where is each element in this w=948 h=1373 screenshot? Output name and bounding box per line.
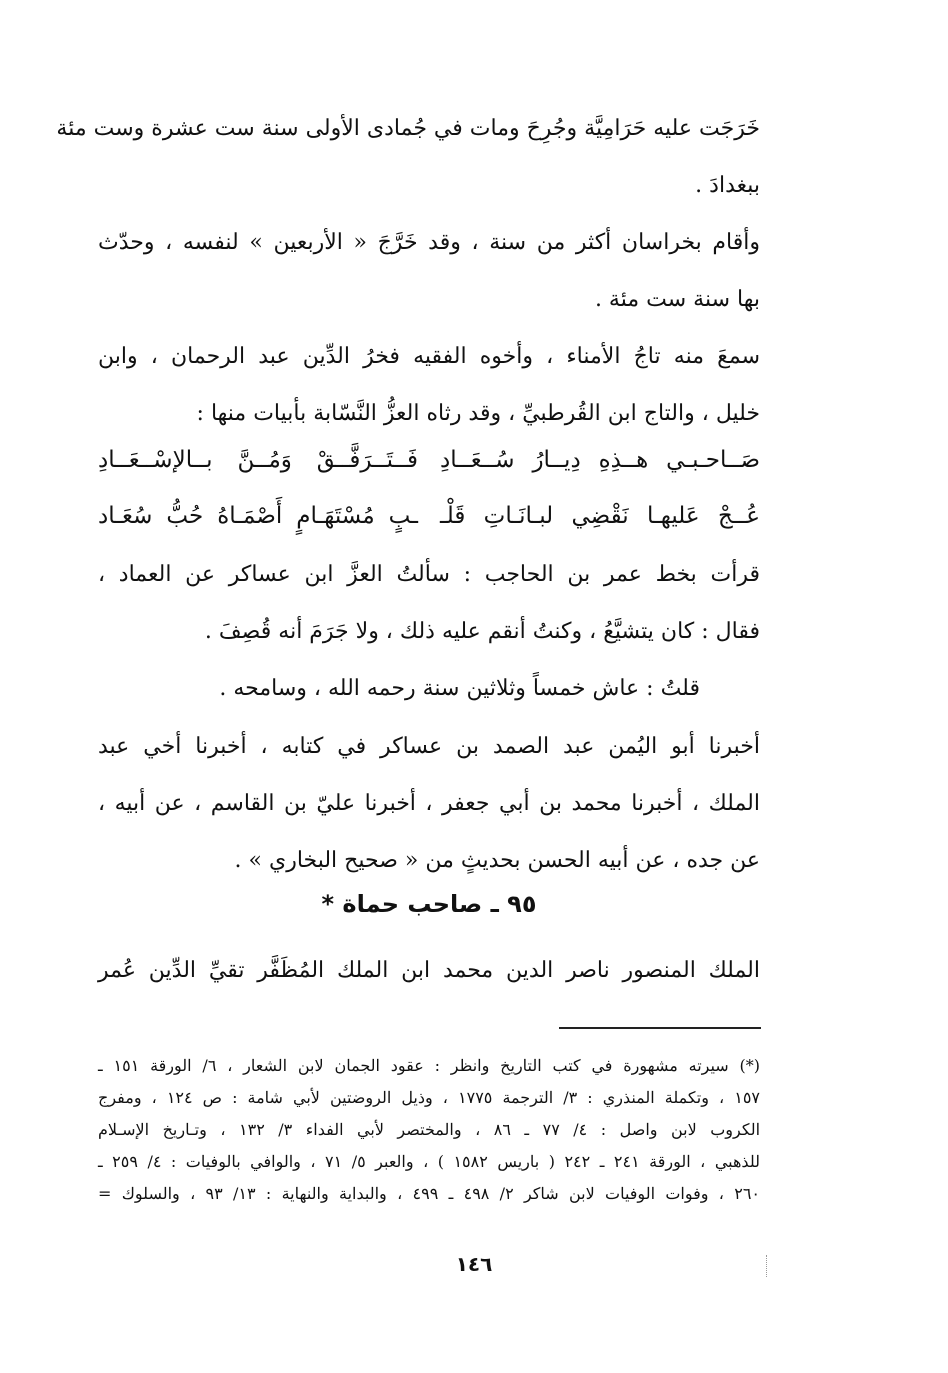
text-line: أخبرنا أبو اليُمن عبد الصمد بن عساكر في كتابه ، أخبرنا أخي عبد (98, 734, 760, 759)
text-line: قلتُ : عاش خمساً وثلاثين سنة رحمه الله ، وسامحه . (219, 676, 700, 701)
entry-heading: ٩٥ ـ صاحب حماة * (321, 890, 537, 918)
paragraph-7 (98, 942, 760, 999)
footnote (98, 1050, 760, 1210)
footnote-line: الكروب لابن واصل : ٤/ ٧٧ ـ ٨٦ ، والمختصر لأبي الفداء ٣/ ١٣٢ ، وتـاريخ الإسـلام (98, 1120, 761, 1139)
paragraph-2 (98, 214, 760, 328)
verse-second-hemistich: ـبٍ مُسْتَهَـامٍ أَصْمَـاهُ حُبُّ سُعَـاد (98, 503, 418, 529)
verse-line (98, 488, 760, 544)
verse-first-hemistich: صَــاحـبـي هــذِهِ دِيــارُ سُــعَــادِ (440, 447, 760, 473)
footnote-line: للذهبي ، الورقة ٢٤١ ـ ٢٤٢ ( باريس ١٥٨٢ ) ، والعبر ٥/ ٧١ ، والوافي بالوفيات : ٤/ ٢٥٩ ـ (98, 1152, 760, 1171)
paragraph-5 (98, 660, 760, 717)
paragraph-6 (98, 718, 760, 889)
verse-second-hemistich: فَــتَــرَفَّــقْ وَمُــنَّ بــالإسْــعَــادِ (98, 447, 418, 473)
page-edge-mark (766, 1255, 769, 1277)
paragraph-1 (56, 100, 760, 214)
text-line: الملك ، أخبرنا محمد بن أبي جعفر ، أخبرنا عليّ بن القاسم ، عن أبيه ، (98, 791, 760, 816)
text-line: عن جده ، عن أبيه الحسن بحديثٍ من « صحيح البخاري » . (234, 848, 760, 873)
text-line: بها سنة ست مئة . (594, 287, 760, 312)
text-line: وأقام بخراسان أكثر من سنة ، وقد خَرَّجَ « الأربعين » لنفسه ، وحدّث (98, 230, 760, 255)
text-line: قرأت بخط عمر بن الحاجب : سألتُ العزَّ ابن عساكر عن العماد ، (98, 562, 760, 587)
paragraph-4 (98, 546, 760, 660)
paragraph-3 (98, 328, 760, 442)
verse-first-hemistich: عُــجْ عَليهـا نَقْضِي لبـانَـاتِ قَلْـ (440, 503, 760, 529)
footnote-line: (*) سيرته مشهورة في كتب التاريخ وانظر : عقود الجمان لابن الشعار ، ٦/ الورقة ١٥١ ـ (98, 1056, 760, 1075)
text-line: فقال : كان يتشيَّعُ ، وكنتُ أنقم عليه ذلك ، ولا جَرَمَ أنه قُصِفَ . (204, 619, 760, 644)
text-line: خَرَجَت عليه حَرَامِيَّة وجُرِحَ ومات في جُمادى الأولى سنة ست عشرة وست مئة (56, 116, 760, 141)
footnote-line: ٢٦٠ ، وفوات الوفيات لابن شاكر ٢/ ٤٩٨ ـ ٤٩٩ ، والبداية والنهاية : ١٣/ ٩٣ ، والسلوك = (98, 1184, 760, 1203)
page-number: ١٤٦ (455, 1252, 493, 1276)
footnote-divider (559, 1027, 761, 1029)
footnote-line: ١٥٧ ، وتكملة المنذري : ٣/ الترجمة ١٧٧٥ ، وذيل الروضتين لأبي شامة : ص ١٢٤ ، ومفرج (98, 1088, 760, 1107)
poem-verses (98, 432, 760, 544)
text-line: سمعَ منه تاجُ الأمناء ، وأخوه الفقيه فخرُ الدِّين عبد الرحمان ، وابن (98, 344, 760, 369)
text-line: الملك المنصور ناصر الدين محمد ابن الملك المُظَفَّر تقيِّ الدِّين عُمر (98, 958, 760, 983)
text-line: خليل ، والتاج ابن القُرطبيِّ ، وقد رثاه العزُّ النَّسّابة بأبيات منها : (196, 401, 760, 426)
verse-line (98, 432, 760, 488)
text-line: ببغدادَ . (695, 173, 760, 198)
